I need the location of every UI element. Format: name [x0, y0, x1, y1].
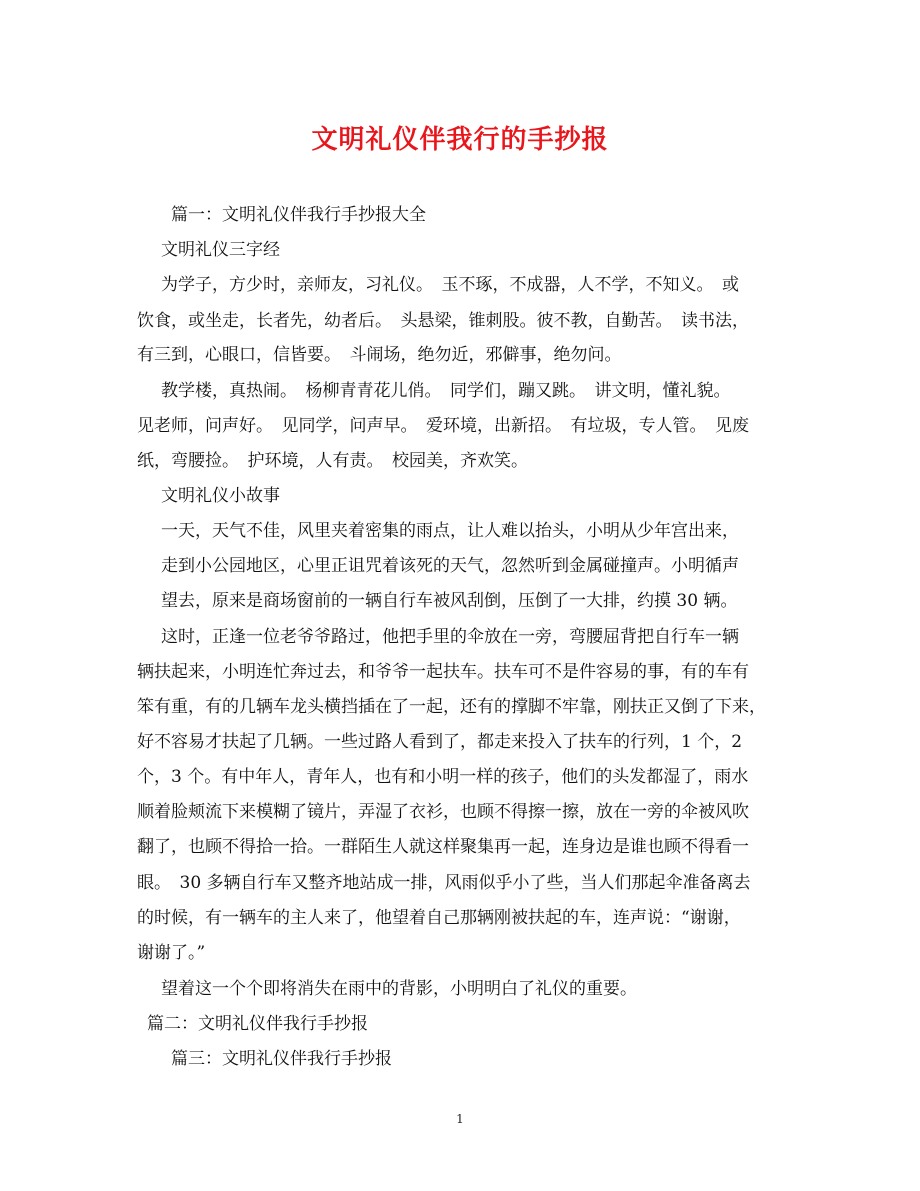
section-3-heading: 篇三：文明礼仪伴我行手抄报: [171, 1049, 392, 1069]
paragraph-line: 纸，弯腰捡。 护环境，人有责。 校园美，齐欢笑。: [137, 451, 528, 471]
paragraph-line: 顺着脸颊流下来模糊了镜片，弄湿了衣衫，也顾不得擦一擦，放在一旁的伞被风吹: [137, 802, 749, 822]
paragraph-line: 这时，正逢一位老爷爷路过，他把手里的伞放在一旁，弯腰屈背把自行车一辆: [161, 627, 739, 647]
page-number: 1: [456, 1112, 464, 1126]
paragraph-line: 辆扶起来，小明连忙奔过去，和爷爷一起扶车。扶车可不是件容易的事，有的车有: [137, 662, 749, 682]
paragraph-line: 望着这一个个即将消失在雨中的背影，小明明白了礼仪的重要。: [161, 979, 637, 999]
section-2-heading: 篇二：文明礼仪伴我行手抄报: [147, 1014, 368, 1034]
paragraph-line: 翻了，也顾不得拾一拾。一群陌生人就这样聚集再一起，连身边是谁也顾不得看一: [137, 837, 749, 857]
paragraph-line: 谢谢了。”: [137, 943, 206, 963]
document-title: 文明礼仪伴我行的手抄报: [311, 125, 609, 155]
paragraph-line: 为学子，方少时，亲师友，习礼仪。 玉不琢，不成器，人不学，不知义。 或: [161, 275, 739, 295]
paragraph-line: 的时候，有一辆车的主人来了，他望着自己那辆刚被扶起的车，连声说：“谢谢，: [137, 908, 741, 928]
paragraph-line: 走到小公园地区，心里正诅咒着该死的天气，忽然听到金属碰撞声。小明循声: [161, 556, 739, 576]
subheading-three-character-classic: 文明礼仪三字经: [161, 240, 280, 260]
paragraph-line: 笨有重，有的几辆车龙头横挡插在了一起，还有的撑脚不牢靠，刚扶正又倒了下来，: [137, 697, 766, 717]
paragraph-line: 好不容易才扶起了几辆。一些过路人看到了，都走来投入了扶车的行列，1 个，2: [137, 732, 743, 752]
paragraph-line: 教学楼，真热闹。 杨柳青青花儿俏。 同学们，蹦又跳。 讲文明，懂礼貌。: [161, 381, 731, 401]
paragraph-line: 一天，天气不佳，风里夹着密集的雨点，让人难以抬头，小明从少年宫出来，: [161, 521, 739, 541]
section-1-heading: 篇一：文明礼仪伴我行手抄报大全: [171, 205, 426, 225]
subheading-short-story: 文明礼仪小故事: [161, 486, 280, 506]
paragraph-line: 个，3 个。有中年人，青年人，也有和小明一样的孩子，他们的头发都湿了，雨水: [137, 767, 749, 787]
paragraph-line: 见老师，问声好。 见同学，问声早。 爱环境，出新招。 有垃圾，专人管。 见废: [137, 416, 749, 436]
paragraph-line: 眼。 30 多辆自行车又整齐地站成一排，风雨似乎小了些，当人们那起伞准备离去: [137, 873, 751, 893]
paragraph-line: 有三到，心眼口，信皆要。 斗闹场，绝勿近，邪僻事，绝勿问。: [137, 345, 622, 365]
paragraph-line: 饮食，或坐走，长者先，幼者后。 头悬梁，锥刺股。彼不教，自勤苦。 读书法，: [137, 311, 749, 331]
paragraph-line: 望去，原来是商场窗前的一辆自行车被风刮倒，压倒了一大排，约摸 30 辆。: [161, 591, 738, 611]
